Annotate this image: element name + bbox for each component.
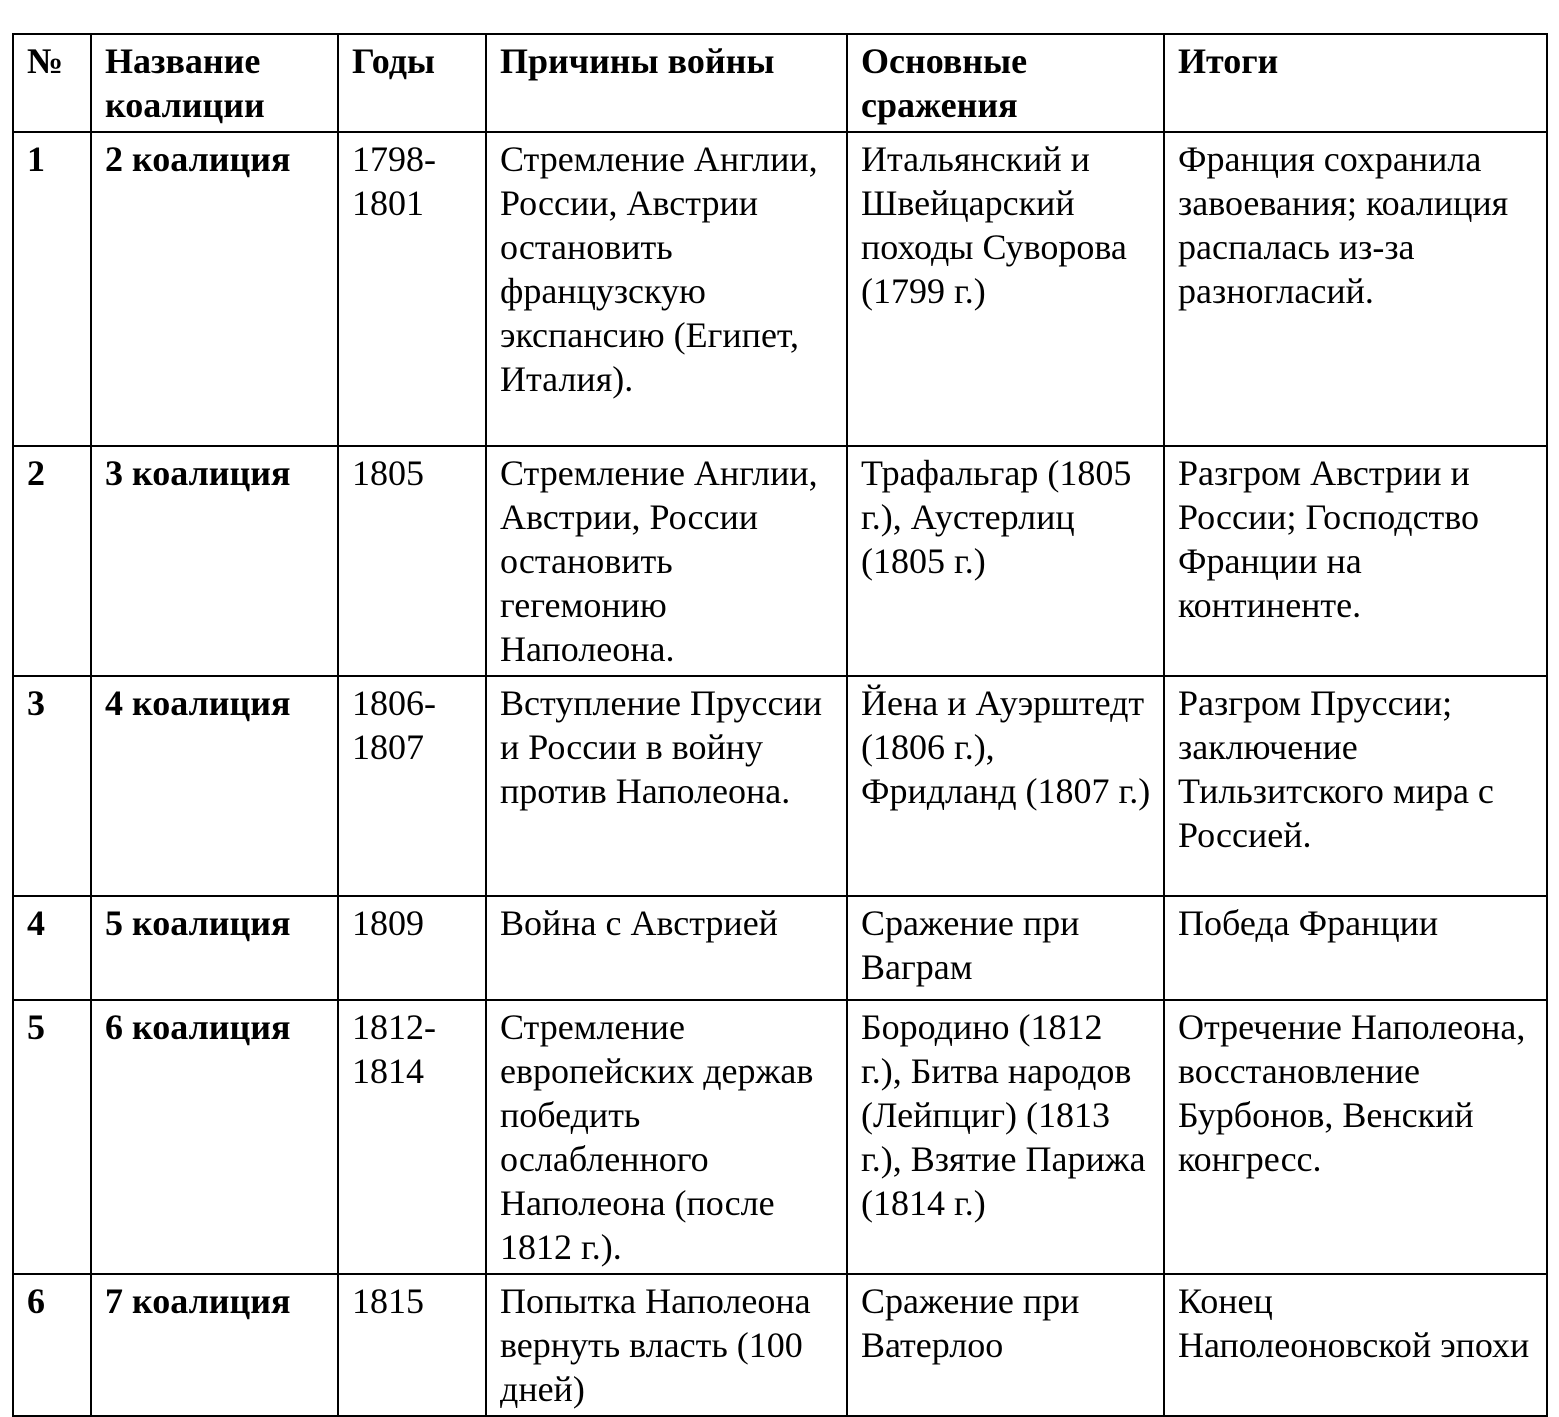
header-row [13, 34, 1547, 132]
table-row [13, 1000, 1547, 1274]
cell-causes: Стремление Англии, России, Австрии остановить французскую экспансию (Египет, Италия). [486, 132, 847, 446]
cell-name: 7 коалиция [91, 1274, 338, 1416]
cell-results: Франция сохранила завоевания; коалиция распалась из-за разногласий. [1164, 132, 1547, 446]
cell-name: 3 коалиция [91, 446, 338, 676]
cell-causes: Вступление Пруссии и России в войну против Наполеона. [486, 676, 847, 896]
cell-number: 2 [13, 446, 91, 676]
table-row [13, 896, 1547, 1000]
cell-years: 1812-1814 [338, 1000, 486, 1274]
cell-number: 4 [13, 896, 91, 1000]
cell-causes: Война с Австрией [486, 896, 847, 1000]
cell-name: 4 коалиция [91, 676, 338, 896]
cell-years: 1798-1801 [338, 132, 486, 446]
cell-battles: Йена и Ауэрштедт (1806 г.), Фридланд (1807 г.) [847, 676, 1164, 896]
cell-years: 1815 [338, 1274, 486, 1416]
cell-years: 1809 [338, 896, 486, 1000]
cell-years: 1806-1807 [338, 676, 486, 896]
cell-battles: Сражение при Ваграм [847, 896, 1164, 1000]
cell-results: Разгром Австрии и России; Господство Франции на континенте. [1164, 446, 1547, 676]
cell-battles: Бородино (1812 г.), Битва народов (Лейпциг) (1813 г.), Взятие Парижа (1814 г.) [847, 1000, 1164, 1274]
cell-name: 2 коалиция [91, 132, 338, 446]
cell-number: 6 [13, 1274, 91, 1416]
cell-causes: Стремление европейских держав победить ослабленного Наполеона (после 1812 г.). [486, 1000, 847, 1274]
column-header-causes: Причины войны [486, 34, 847, 132]
cell-number: 3 [13, 676, 91, 896]
table-row [13, 132, 1547, 446]
cell-number: 1 [13, 132, 91, 446]
column-header-number: № [13, 34, 91, 132]
cell-results: Отречение Наполеона, восстановление Бурбонов, Венский конгресс. [1164, 1000, 1547, 1274]
cell-results: Конец Наполеоновской эпохи [1164, 1274, 1547, 1416]
column-header-results: Итоги [1164, 34, 1547, 132]
table-row [13, 1274, 1547, 1416]
cell-years: 1805 [338, 446, 486, 676]
cell-battles: Итальянский и Швейцарский походы Суворова (1799 г.) [847, 132, 1164, 446]
cell-battles: Трафальгар (1805 г.), Аустерлиц (1805 г.) [847, 446, 1164, 676]
cell-results: Разгром Пруссии; заключение Тильзитского мира с Россией. [1164, 676, 1547, 896]
column-header-battles: Основные сражения [847, 34, 1164, 132]
column-header-years: Годы [338, 34, 486, 132]
cell-name: 6 коалиция [91, 1000, 338, 1274]
cell-results: Победа Франции [1164, 896, 1547, 1000]
cell-battles: Сражение при Ватерлоо [847, 1274, 1164, 1416]
cell-name: 5 коалиция [91, 896, 338, 1000]
coalitions-table [12, 33, 1548, 1417]
cell-number: 5 [13, 1000, 91, 1274]
table-row [13, 446, 1547, 676]
cell-causes: Стремление Англии, Австрии, России остановить гегемонию Наполеона. [486, 446, 847, 676]
cell-causes: Попытка Наполеона вернуть власть (100 дней) [486, 1274, 847, 1416]
column-header-name: Название коалиции [91, 34, 338, 132]
table-row [13, 676, 1547, 896]
